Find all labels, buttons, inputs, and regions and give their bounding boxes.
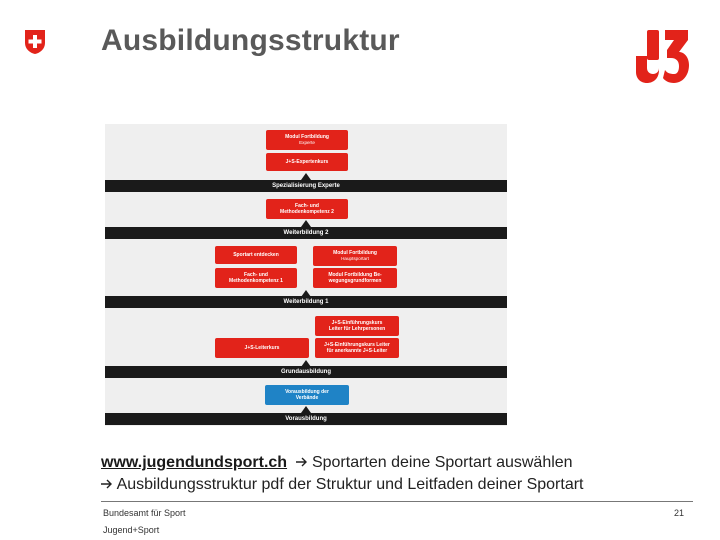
box-einfuehrung-anerkannte (315, 338, 399, 358)
box-label: Methodenkompetenz 1 (229, 278, 283, 284)
box-label: Vorausbildung der (285, 389, 329, 395)
box-label: Methodenkompetenz 2 (280, 209, 334, 215)
footer-org-subname: Jugend+Sport (103, 525, 160, 535)
box-label: J+S-Leiterkurs (244, 345, 280, 351)
instruction-text (101, 452, 701, 496)
arrow-right-icon (101, 479, 113, 489)
box-fach-methoden-1 (215, 268, 297, 288)
box-experten-kurs (266, 153, 348, 171)
box-label: J+S-Expertenkurs (285, 159, 329, 165)
band-spezialisierung: Spezialisierung Experte (105, 180, 507, 192)
box-modul-experte (266, 130, 348, 150)
swiss-cross-icon (24, 29, 46, 55)
box-sublabel: Hauptsportart (341, 256, 369, 261)
page-title: Ausbildungsstruktur (101, 24, 400, 57)
box-modul-hauptsportart (313, 246, 397, 266)
box-leiterkurs (215, 338, 309, 358)
box-sublabel: Experte (299, 140, 315, 145)
box-label: J+S-Einführungskurs (331, 320, 383, 326)
band-weiterbildung-2: Weiterbildung 2 (105, 227, 507, 239)
box-label: Modul Fortbildung (285, 134, 329, 140)
box-label: wegungsgrundformen (328, 278, 382, 284)
box-label: Modul Fortbildung (333, 250, 377, 256)
box-label: Sportart entdecken (233, 252, 279, 258)
box-label: Fach- und (244, 272, 268, 278)
box-label: Leiter für Lehrpersonen (328, 326, 386, 332)
band-weiterbildung-1: Weiterbildung 1 (105, 296, 507, 308)
box-label: J+S-Einführungskurs Leiter (324, 342, 390, 348)
box-label: Modul Fortbildung Be- (328, 272, 382, 278)
arrow-up-icon (301, 406, 311, 413)
jugendundsport-link[interactable]: www.jugendundsport.ch (101, 454, 288, 471)
box-vorausbildung-verbaende (265, 385, 349, 405)
box-fach-methoden-2 (266, 199, 348, 219)
box-label: Fach- und (295, 203, 319, 209)
instruction-line-2 (101, 474, 701, 496)
box-modul-bewegungsgrundformen (313, 268, 397, 288)
instruction-line-2-text: Ausbildungsstruktur pdf der Struktur und Leitfaden deiner Sportart (113, 476, 584, 493)
arrow-up-icon (301, 220, 311, 227)
band-grundausbildung: Grundausbildung (105, 366, 507, 378)
box-label: für anerkannte J+S-Leiter (326, 348, 388, 354)
instruction-line-1 (101, 452, 701, 474)
footer-org-name: Bundesamt für Sport (103, 508, 186, 518)
band-vorausbildung: Vorausbildung (105, 413, 507, 425)
js-logo-icon (634, 28, 690, 84)
box-sportart-entdecken (215, 246, 297, 264)
arrow-right-icon (296, 457, 308, 467)
page-number: 21 (674, 508, 685, 518)
arrow-up-icon (301, 173, 311, 180)
footer-divider (101, 501, 693, 502)
instruction-line-1-text: Sportarten deine Sportart auswählen (307, 454, 573, 471)
box-label: Verbände (295, 395, 319, 401)
box-einfuehrung-lehrpersonen (315, 316, 399, 336)
ausbildungsstruktur-diagram (105, 124, 507, 426)
